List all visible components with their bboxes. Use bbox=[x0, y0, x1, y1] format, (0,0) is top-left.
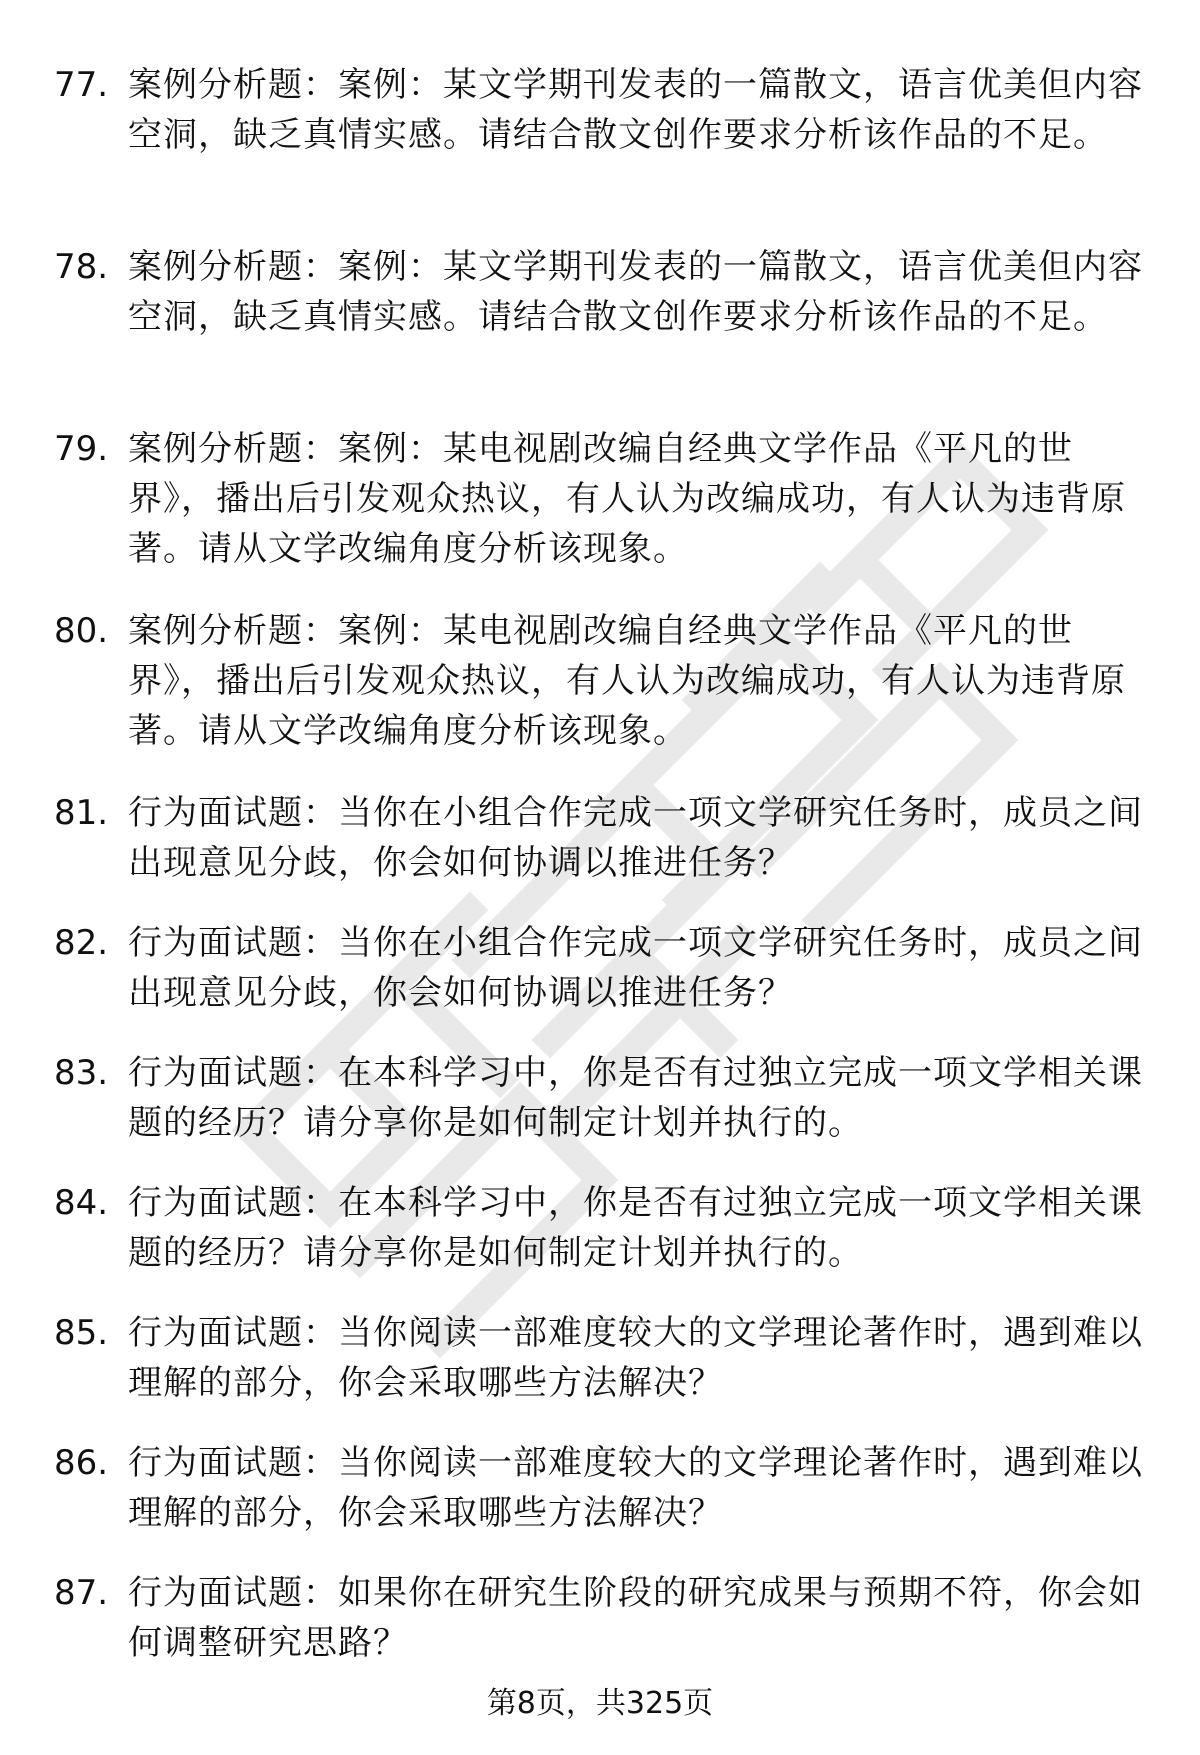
question-item bbox=[0, 1308, 1200, 1438]
question-number: 85. bbox=[54, 1313, 109, 1353]
question-number: 83. bbox=[54, 1053, 109, 1093]
question-number: 87. bbox=[54, 1573, 109, 1613]
question-item bbox=[0, 1438, 1200, 1568]
question-text: 案例分析题：案例：某文学期刊发表的一篇散文，语言优美但内容空洞，缺乏真情实感。请结合散文创作要求分析该作品的不足。 bbox=[128, 65, 1143, 155]
question-number: 81. bbox=[54, 793, 109, 833]
question-item bbox=[0, 606, 1200, 788]
question-item bbox=[0, 1178, 1200, 1308]
question-text: 案例分析题：案例：某电视剧改编自经典文学作品《平凡的世界》，播出后引发观众热议，有人认为改编成功，有人认为违背原著。请从文学改编角度分析该现象。 bbox=[128, 611, 1126, 751]
question-text: 案例分析题：案例：某文学期刊发表的一篇散文，语言优美但内容空洞，缺乏真情实感。请结合散文创作要求分析该作品的不足。 bbox=[128, 247, 1143, 337]
question-number: 82. bbox=[54, 923, 109, 963]
question-text: 行为面试题：在本科学习中，你是否有过独立完成一项文学相关课题的经历？请分享你是如何制定计划并执行的。 bbox=[128, 1053, 1143, 1143]
question-number: 86. bbox=[54, 1443, 109, 1483]
question-item bbox=[0, 788, 1200, 918]
question-number: 78. bbox=[54, 247, 109, 287]
page-footer: 第8页，共325页 bbox=[486, 1686, 714, 1721]
question-text: 行为面试题：当你阅读一部难度较大的文学理论著作时，遇到难以理解的部分，你会采取哪些方法解决？ bbox=[128, 1313, 1143, 1403]
question-text: 案例分析题：案例：某电视剧改编自经典文学作品《平凡的世界》，播出后引发观众热议，有人认为改编成功，有人认为违背原著。请从文学改编角度分析该现象。 bbox=[128, 429, 1126, 569]
question-item bbox=[0, 918, 1200, 1048]
question-number: 77. bbox=[54, 65, 109, 105]
question-text: 行为面试题：当你在小组合作完成一项文学研究任务时，成员之间出现意见分歧，你会如何协调以推进任务？ bbox=[128, 793, 1143, 883]
question-text: 行为面试题：在本科学习中，你是否有过独立完成一项文学相关课题的经历？请分享你是如何制定计划并执行的。 bbox=[128, 1183, 1143, 1273]
question-text: 行为面试题：当你在小组合作完成一项文学研究任务时，成员之间出现意见分歧，你会如何协调以推进任务？ bbox=[128, 923, 1143, 1013]
question-number: 84. bbox=[54, 1183, 109, 1223]
question-item bbox=[0, 60, 1200, 242]
question-text: 行为面试题：当你阅读一部难度较大的文学理论著作时，遇到难以理解的部分，你会采取哪些方法解决？ bbox=[128, 1443, 1143, 1533]
question-text: 行为面试题：如果你在研究生阶段的研究成果与预期不符，你会如何调整研究思路？ bbox=[128, 1573, 1143, 1663]
question-item bbox=[0, 1568, 1200, 1678]
question-list bbox=[0, 60, 1200, 1678]
question-number: 80. bbox=[54, 611, 109, 651]
question-item bbox=[0, 424, 1200, 606]
question-item bbox=[0, 242, 1200, 424]
question-item bbox=[0, 1048, 1200, 1178]
question-number: 79. bbox=[54, 429, 109, 469]
